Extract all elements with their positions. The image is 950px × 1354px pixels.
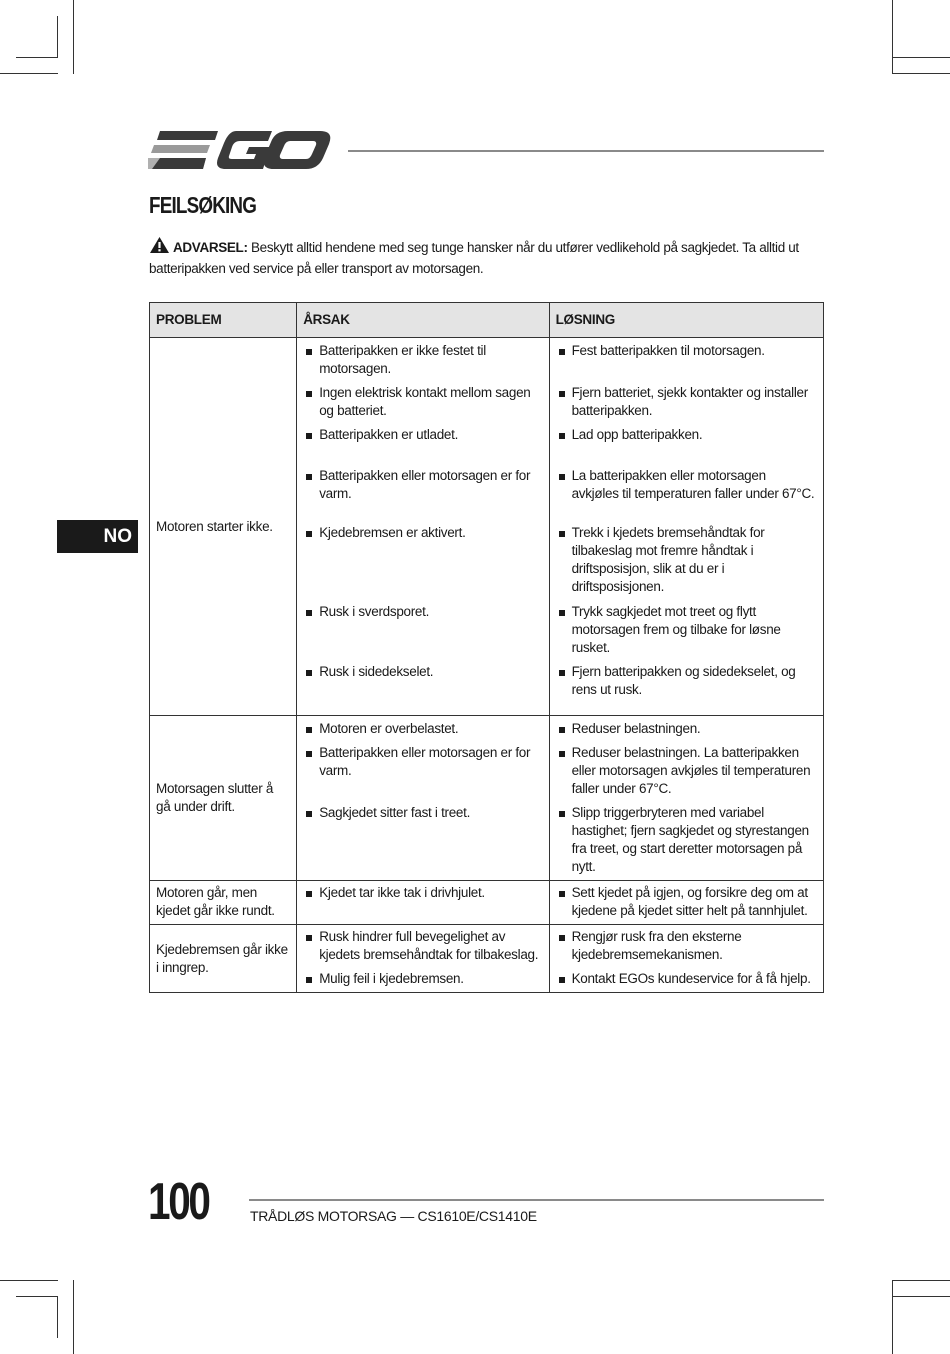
warning-label: ADVARSEL: — [173, 240, 248, 255]
list-item: Batteripakken eller motorsagen er for varm. — [303, 467, 540, 524]
list-item: Rusk hindrer full bevegelighet av kjedets bremsehåndtak for tilbakeslag. — [303, 928, 540, 970]
problem-cell: Kjedebremsen går ikke i inngrep. — [150, 925, 297, 993]
crop-mark — [57, 16, 58, 58]
crop-mark — [0, 1280, 58, 1281]
table-row — [150, 881, 824, 925]
solution-cell — [549, 716, 823, 881]
list-item: Batteripakken er ikke festet til motorsagen. — [303, 342, 540, 384]
list-item: Lad opp batteripakken. — [556, 426, 815, 467]
problem-cell: Motoren starter ikke. — [150, 338, 297, 716]
list-item: Trykk sagkjedet mot treet og flytt motorsagen frem og tilbake for løsne rusket. — [556, 603, 815, 663]
page-number: 100 — [148, 1173, 209, 1231]
list-item: Slipp triggerbryteren med variabel hastighet; fjern sagkjedet og styrestangen fra treet, og start deretter motorsagen på nytt. — [556, 804, 815, 876]
list-item: Rusk i sidedekselet. — [303, 663, 540, 703]
list-item: Mulig feil i kjedebremsen. — [303, 970, 540, 988]
crop-mark — [16, 1296, 58, 1297]
header-rule — [348, 150, 824, 152]
list-item: Kjedebremsen er aktivert. — [303, 524, 540, 603]
list-item: Kontakt EGOs kundeservice for å få hjelp. — [556, 970, 815, 988]
list-item: Sett kjedet på igjen, og forsikre deg om at kjedene på kjedet sitter helt på tannhjulet. — [556, 884, 815, 920]
list-item: Reduser belastningen. La batteripakken eller motorsagen avkjøles til temperaturen faller under 67°C. — [556, 744, 815, 804]
crop-mark — [16, 57, 58, 58]
list-item: Fjern batteripakken og sidedekselet, og rens ut rusk. — [556, 663, 815, 703]
list-item: Batteripakken eller motorsagen er for varm. — [303, 744, 540, 804]
warning-text: Beskytt alltid hendene med seg tunge hansker når du utfører vedlikehold på sagkjedet. Ta alltid ut batteripakken ved service på eller transport av motorsagen. — [149, 240, 799, 276]
warning-triangle-icon — [149, 236, 170, 259]
page-title: FEILSØKING — [149, 192, 257, 218]
list-item: La batteripakken eller motorsagen avkjøles til temperaturen faller under 67°C. — [556, 467, 815, 524]
cause-cell — [297, 881, 549, 925]
header-cause: ÅRSAK — [297, 303, 549, 338]
solution-cell — [549, 925, 823, 993]
list-item: Rusk i sverdsporet. — [303, 603, 540, 663]
list-item: Trekk i kjedets bremsehåndtak for tilbakeslag mot fremre håndtak i driftsposisjon, slik at du er i driftsposisjonen. — [556, 524, 815, 603]
crop-mark — [73, 1280, 74, 1354]
crop-mark — [892, 1280, 893, 1354]
warning-notice — [149, 236, 829, 278]
list-item: Fest batteripakken til motorsagen. — [556, 342, 815, 384]
list-item: Kjedet tar ikke tak i drivhjulet. — [303, 884, 540, 902]
footer-rule — [249, 1199, 824, 1201]
table-row — [150, 716, 824, 881]
crop-mark — [0, 73, 58, 74]
list-item: Motoren er overbelastet. — [303, 720, 540, 744]
problem-cell: Motorsagen slutter å gå under drift. — [150, 716, 297, 881]
crop-mark — [892, 57, 950, 58]
table-row — [150, 338, 824, 716]
crop-mark — [892, 0, 893, 74]
crop-mark — [892, 1296, 950, 1297]
cause-cell — [297, 925, 549, 993]
cause-cell — [297, 716, 549, 881]
list-item: Rengjør rusk fra den eksterne kjedebremsemekanismen. — [556, 928, 815, 970]
language-tab: NO — [57, 520, 138, 553]
ego-logo — [148, 128, 332, 177]
crop-mark — [892, 73, 950, 74]
header-problem: PROBLEM — [150, 303, 297, 338]
solution-cell — [549, 881, 823, 925]
cause-cell — [297, 338, 549, 716]
troubleshooting-table — [149, 302, 824, 993]
list-item: Fjern batteriet, sjekk kontakter og installer batteripakken. — [556, 384, 815, 426]
crop-mark — [892, 1280, 950, 1281]
problem-cell: Motoren går, men kjedet går ikke rundt. — [150, 881, 297, 925]
list-item: Ingen elektrisk kontakt mellom sagen og batteriet. — [303, 384, 540, 426]
list-item: Batteripakken er utladet. — [303, 426, 540, 467]
header-solution: LØSNING — [549, 303, 823, 338]
footer-text: TRÅDLØS MOTORSAG — CS1610E/CS1410E — [250, 1208, 537, 1224]
list-item: Sagkjedet sitter fast i treet. — [303, 804, 540, 822]
solution-cell — [549, 338, 823, 716]
crop-mark — [73, 0, 74, 74]
table-row — [150, 925, 824, 993]
table-header-row — [150, 303, 824, 338]
crop-mark — [57, 1296, 58, 1338]
list-item: Reduser belastningen. — [556, 720, 815, 744]
